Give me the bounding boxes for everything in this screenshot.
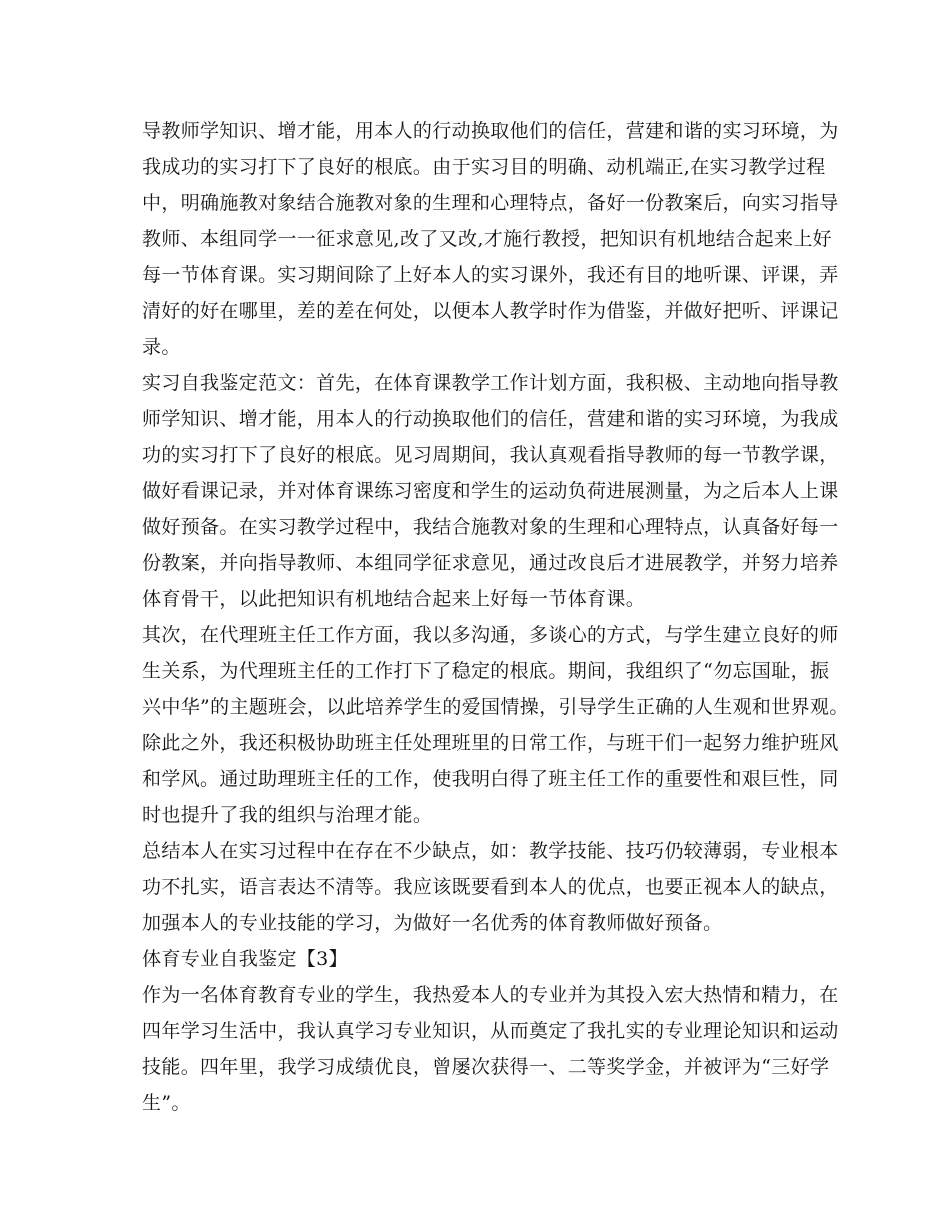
text-line: 录。 [142,336,181,358]
text-line: 中，明确施教对象结合施教对象的生理和心理特点，备好一份教案后，向实习指导 [142,192,839,214]
text-line: 总结本人在实习过程中在存在不少缺点，如：教学技能、技巧仍较薄弱，专业根本 [142,840,839,862]
text-line: 做好看课记录，并对体育课练习密度和学生的运动负荷进展测量，为之后本人上课 [142,480,839,502]
text-line: 作为一名体育教育专业的学生，我热爱本人的专业并为其投入宏大热情和精力，在 [142,984,839,1006]
text-line: 兴中华”的主题班会，以此培养学生的爱国情操，引导学生正确的人生观和世界观。 [142,696,849,718]
text-line: 清好的好在哪里，差的差在何处，以便本人教学时作为借鉴，并做好把听、评课记 [142,300,839,322]
text-line: 加强本人的专业技能的学习，为做好一名优秀的体育教师做好预备。 [142,912,723,934]
text-line: 师学知识、增才能，用本人的行动换取他们的信任，营建和谐的实习环境，为我成 [142,408,839,430]
text-line: 和学风。通过助理班主任的工作，使我明白得了班主任工作的重要性和艰巨性，同 [142,768,839,790]
text-line: 功的实习打下了良好的根底。见习周期间，我认真观看指导教师的每一节教学课， [142,444,839,466]
text-line: 四年学习生活中，我认真学习专业知识，从而奠定了我扎实的专业理论知识和运动 [142,1020,839,1042]
text-line: 其次，在代理班主任工作方面，我以多沟通，多谈心的方式，与学生建立良好的师 [142,624,839,646]
text-line: 导教师学知识、增才能，用本人的行动换取他们的信任，营建和谐的实习环境，为 [142,120,839,142]
text-line: 体育骨干，以此把知识有机地结合起来上好每一节体育课。 [142,588,646,610]
document-body [142,113,849,1121]
text-line: 实习自我鉴定范文：首先，在体育课教学工作计划方面，我积极、主动地向指导教 [142,372,839,394]
text-line: 我成功的实习打下了良好的根底。由于实习目的明确、动机端正,在实习教学过程 [142,156,826,178]
text-line: 时也提升了我的组织与治理才能。 [142,804,433,826]
text-line: 技能。四年里，我学习成绩优良，曾屡次获得一、二等奖学金，并被评为“三好学 [142,1056,830,1078]
text-line: 功不扎实，语言表达不清等。我应该既要看到本人的优点，也要正视本人的缺点， [142,876,839,898]
text-line: 份教案，并向指导教师、本组同学征求意见，通过改良后才进展教学，并努力培养 [142,552,839,574]
text-line: 生”。 [142,1092,191,1114]
text-line: 教师、本组同学一一征求意见,改了又改,才施行教授，把知识有机地结合起来上好 [142,228,833,250]
text-line: 每一节体育课。实习期间除了上好本人的实习课外，我还有目的地听课、评课，弄 [142,264,839,286]
text-line: 生关系，为代理班主任的工作打下了稳定的根底。期间，我组织了“勿忘国耻，振 [142,660,830,682]
text-line: 做好预备。在实习教学过程中，我结合施教对象的生理和心理特点，认真备好每一 [142,516,839,538]
section-heading: 体育专业自我鉴定【3】 [142,948,348,970]
text-line: 除此之外，我还积极协助班主任处理班里的日常工作，与班干们一起努力维护班风 [142,732,839,754]
